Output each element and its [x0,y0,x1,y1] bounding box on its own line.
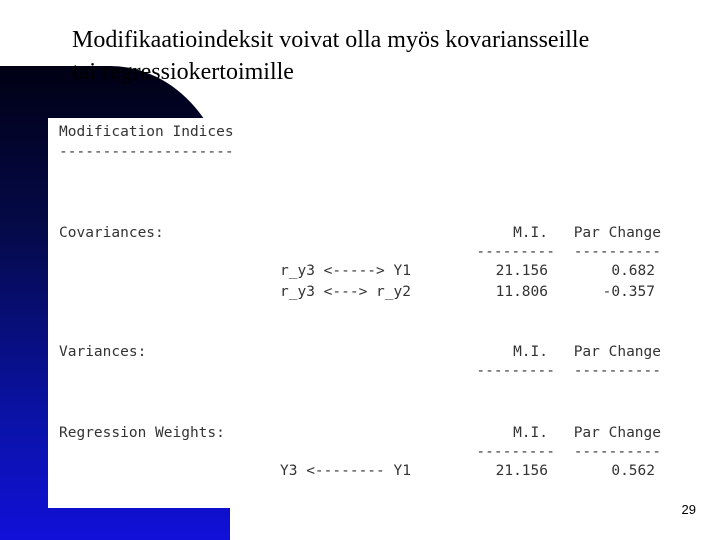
slide-title-line-1: Modifikaatioindeksit voivat olla myös kovariansseille [72,27,590,53]
regression-par-rule: ---------- [573,444,661,460]
variances-par-rule: ---------- [573,363,661,379]
slide-title-line-2: tai regressiokertoimille [72,59,294,85]
covariances-mi-rule: --------- [476,244,555,260]
regression-row-1-par: 0.562 [611,463,655,479]
regression-row-1-path: Y3 <-------- Y1 [280,463,411,479]
covariance-row-2-mi: 11.806 [495,284,548,300]
modification-indices-output [48,118,672,508]
covariances-par-rule: ---------- [573,244,661,260]
variances-mi-rule: --------- [476,363,555,379]
regression-mi-rule: --------- [476,444,555,460]
slide-title [72,24,712,88]
covariance-row-1-mi: 21.156 [495,263,548,279]
covariance-row-1-path: r_y3 <-----> Y1 [280,263,411,279]
regression-par-header: Par Change [573,425,661,441]
covariance-row-2-par: -0.357 [602,284,655,300]
covariance-row-1-par: 0.682 [611,263,655,279]
covariances-par-header: Par Change [573,225,661,241]
page-number: 29 [681,502,696,517]
variances-label: Variances: [59,344,147,360]
regression-row-1-mi: 21.156 [495,463,548,479]
covariance-row-2-path: r_y3 <---> r_y2 [280,284,411,300]
variances-par-header: Par Change [573,344,661,360]
variances-mi-header: M.I. [513,344,548,360]
output-header-rule: -------------------- [59,144,234,160]
covariances-label: Covariances: [59,225,164,241]
regression-mi-header: M.I. [513,425,548,441]
covariances-mi-header: M.I. [513,225,548,241]
output-header: Modification Indices [59,124,234,140]
regression-weights-label: Regression Weights: [59,425,225,441]
